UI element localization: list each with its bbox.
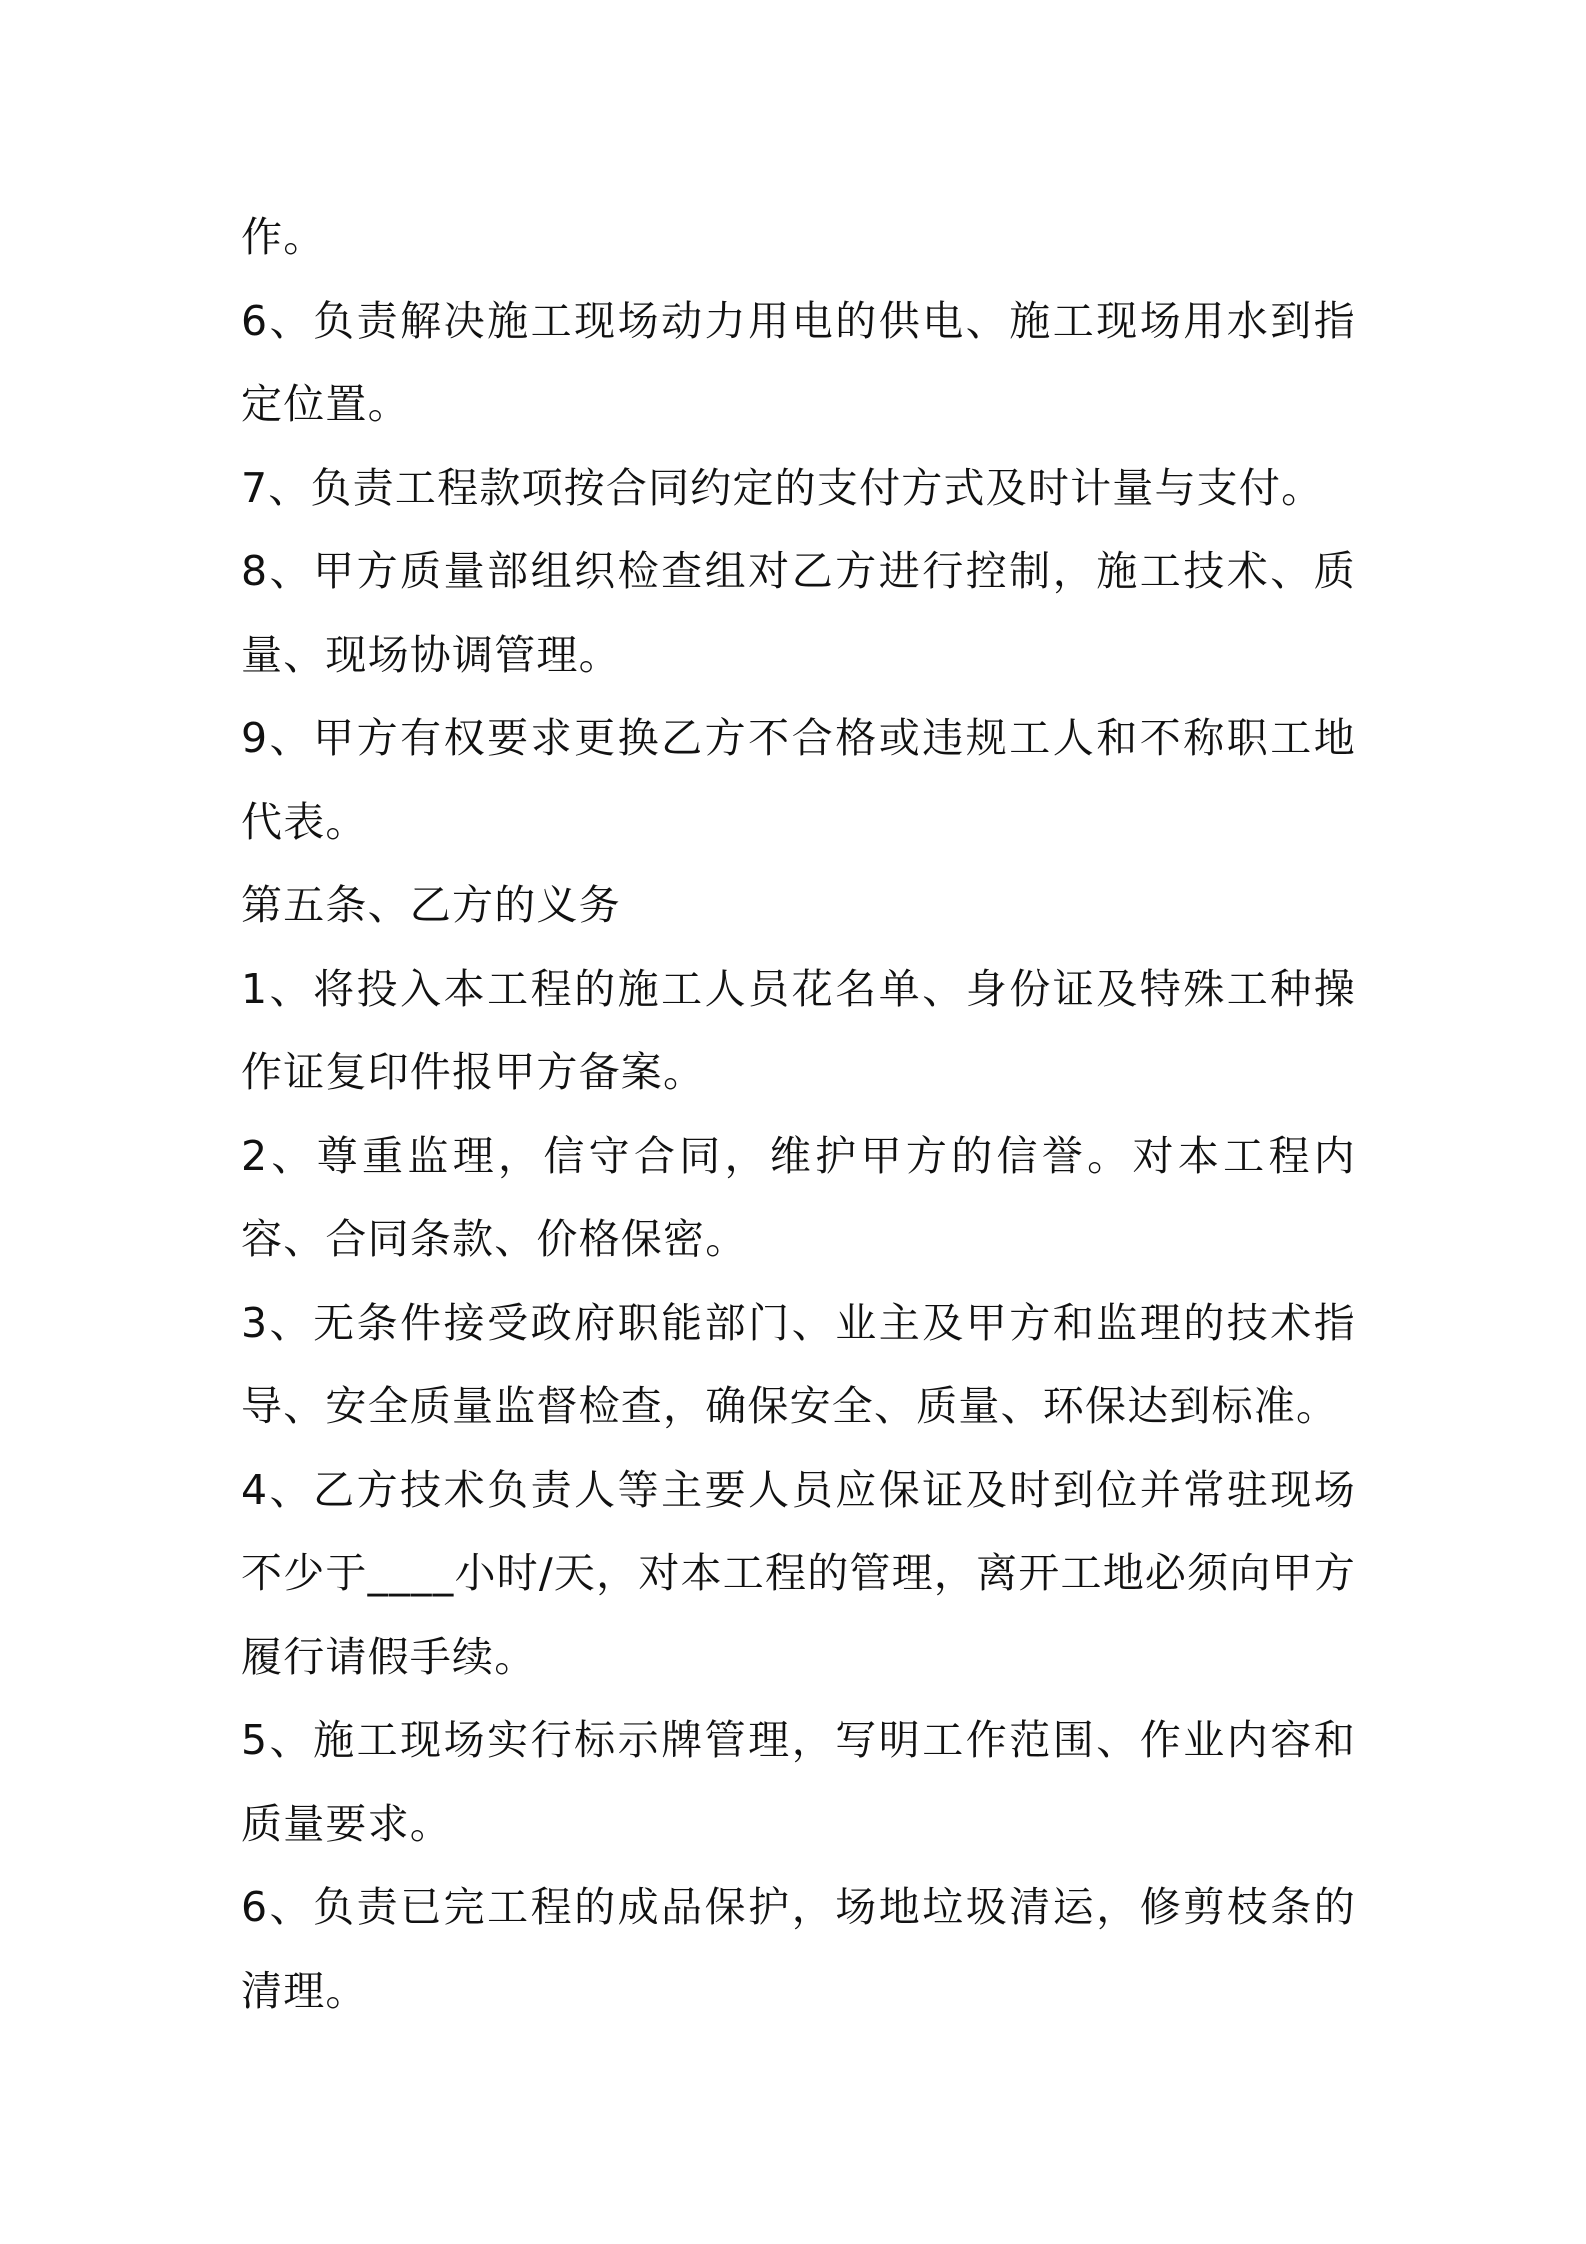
paragraph-item-6-protection-cleanup: 6、负责已完工程的成品保护，场地垃圾清运，修剪枝条的清理。 [241,1883,1356,2015]
paragraph-item-2-confidentiality: 2、尊重监理，信守合同，维护甲方的信誉。对本工程内容、合同条款、价格保密。 [241,1131,1356,1263]
paragraph-item-4-onsite-presence: 4、乙方技术负责人等主要人员应保证及时到位并常驻现场不少于____小时/天，对本工程的管理，离开工地必须向甲方履行请假手续。 [241,1465,1356,1681]
paragraph-continuation: 作。 [241,213,326,261]
paragraph-item-3-inspection: 3、无条件接受政府职能部门、业主及甲方和监理的技术指导、安全质量监督检查，确保安全、质量、环保达到标准。 [241,1298,1356,1430]
paragraph-item-5-signage: 5、施工现场实行标示牌管理，写明工作范围、作业内容和质量要求。 [241,1716,1356,1848]
paragraph-item-9-replace-workers: 9、甲方有权要求更换乙方不合格或违规工人和不称职工地代表。 [241,714,1356,846]
paragraph-item-8-quality-control: 8、甲方质量部组织检查组对乙方进行控制，施工技术、质量、现场协调管理。 [241,547,1356,679]
document-body [241,196,1356,2033]
paragraph-item-6-power-water: 6、负责解决施工现场动力用电的供电、施工现场用水到指定位置。 [241,296,1356,428]
paragraph-item-7-payment: 7、负责工程款项按合同约定的支付方式及时计量与支付。 [241,463,1324,512]
paragraph-item-1-personnel-list: 1、将投入本工程的施工人员花名单、身份证及特殊工种操作证复印件报甲方备案。 [241,964,1356,1096]
section-heading-article-5: 第五条、乙方的义务 [241,881,621,929]
